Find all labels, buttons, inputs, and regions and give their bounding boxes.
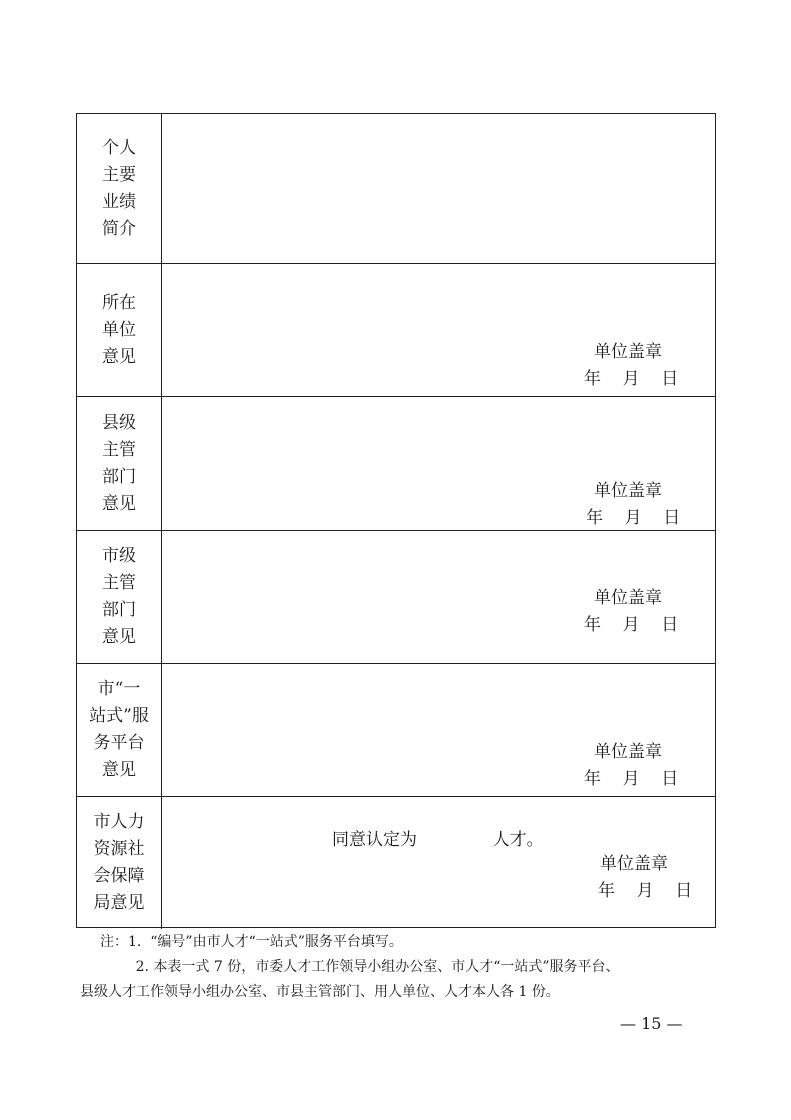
stamp-label: 单位盖章 [594,481,662,501]
row-label: 县级 主管 部门 意见 [77,397,162,530]
achievements-input-area[interactable] [162,114,715,263]
row-hr-bureau-opinion [77,797,715,929]
note-line: 2. 本表一式 7 份，市委人才工作领导小组办公室、市人才“一站式”服务平台、 [100,959,620,975]
page-number: — 15 — [620,1014,683,1033]
row-label: 所在 单位 意见 [77,264,162,396]
note-line: 县级人才工作领导小组办公室、市县主管部门、用人单位、人才本人各 1 份。 [80,984,560,1000]
opinion-input-area[interactable] [162,397,715,530]
form-notes [80,930,720,1005]
row-label: 市级 主管 部门 意见 [77,531,162,663]
row-platform-opinion [77,664,715,797]
row-city-opinion [77,531,715,664]
approval-form-table [76,113,716,928]
row-unit-opinion [77,264,715,397]
row-county-opinion [77,397,715,531]
row-label: 市人力 资源社 会保障 局意见 [77,797,162,929]
date-label: 年 月 日 [584,615,679,635]
stamp-label: 单位盖章 [600,854,668,874]
date-label: 年 月 日 [586,508,681,528]
opinion-input-area[interactable] [162,264,715,396]
date-label: 年 月 日 [598,881,693,901]
opinion-input-area[interactable] [162,797,715,929]
stamp-label: 单位盖章 [594,742,662,762]
date-label: 年 月 日 [584,369,679,389]
row-achievements [77,114,715,264]
stamp-label: 单位盖章 [594,588,662,608]
agree-statement: 同意认定为 人才。 [332,830,544,850]
row-label: 个人 主要 业绩 简介 [77,114,162,263]
note-line: 注：1. “编号”由市人才“一站式”服务平台填写。 [100,934,403,950]
row-label: 市“一 站式”服 务平台 意见 [77,664,162,796]
opinion-input-area[interactable] [162,664,715,796]
date-label: 年 月 日 [584,769,679,789]
stamp-label: 单位盖章 [594,342,662,362]
opinion-input-area[interactable] [162,531,715,663]
